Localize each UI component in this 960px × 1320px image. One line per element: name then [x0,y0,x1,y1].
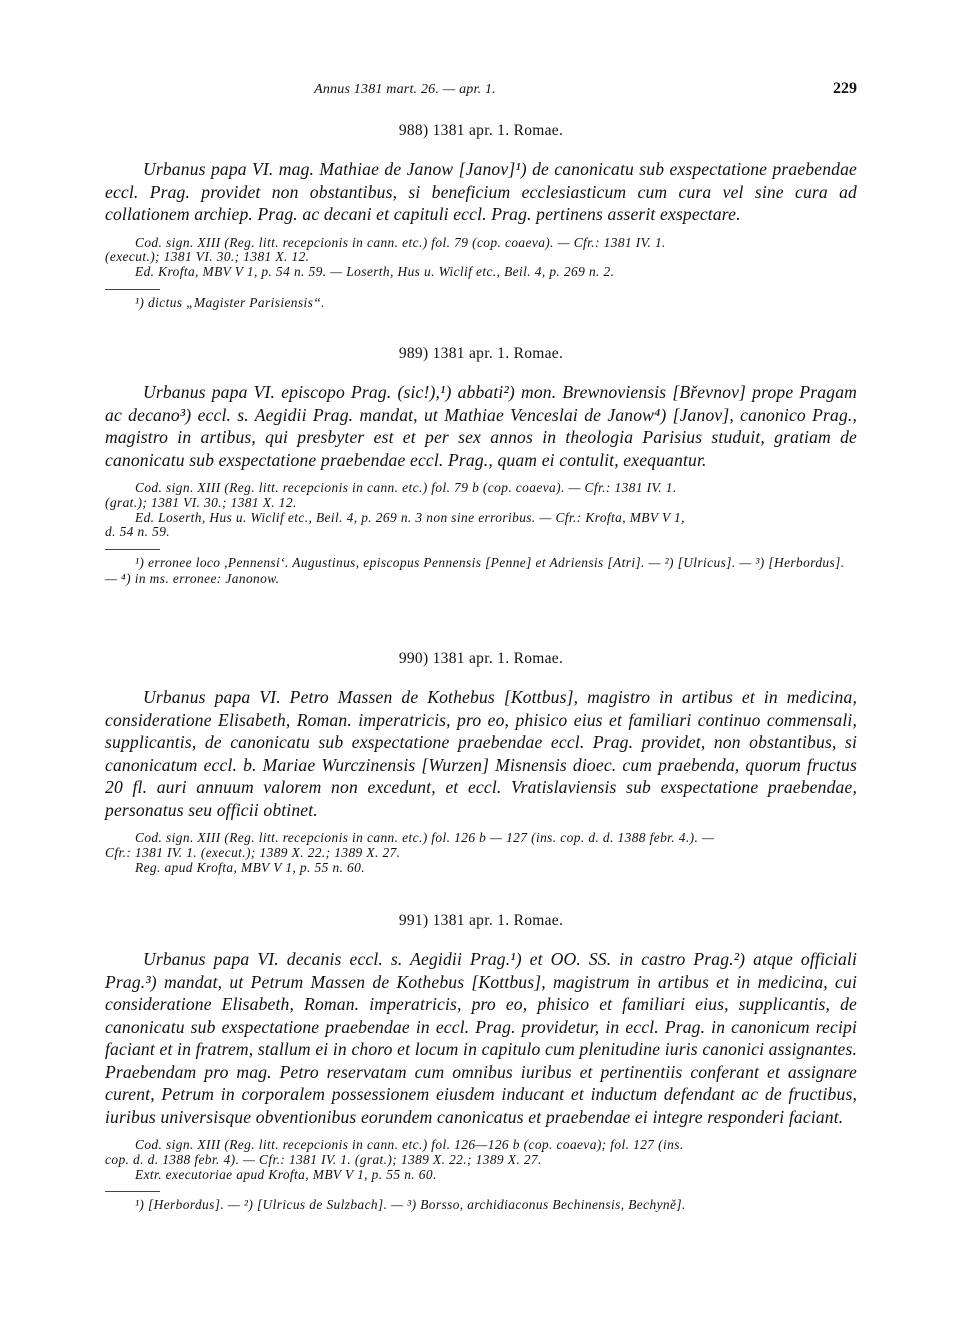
source-line: Cod. sign. XIII (Reg. litt. recepcionis in cann. etc.) fol. 126 b — 127 (ins. cop. d. d. 1388 febr. 4.). — [135,830,715,845]
regest-990 [105,650,857,875]
regest-heading: 988) 1381 apr. 1. Romae. [398,122,564,139]
regest-text: Urbanus papa VI. Petro Massen de Kothebus [Kottbus], magistro in artibus et in medicina, consideratione Elisabeth, Roman. imperatricis, pro eo, phisico eius et familiari continuo commensali, supplicantis, de canonicatu sub exspectatione praebendae eccl. Prag. providet, non obstantibus, si canonicatum eccl. b. Mariae Wurczinensis [Wurzen] Misnensis dioec. cum praebenda, quorum fructus 20 fl. auri annuum valorem non excedunt, et eccl. Vratislaviensis sub exspectatione praebendae, personatus seu officii obtinet. [105,687,857,820]
footnote-divider [105,289,160,290]
source-line: Cfr.: 1381 IV. 1. (execut.); 1389 X. 22.; 1389 X. 27. [105,844,401,860]
footnote-divider [105,1191,160,1192]
source-line: Reg. apud Krofta, MBV V 1, p. 55 n. 60. [135,859,365,875]
regest-989 [105,345,857,586]
source-line: Cod. sign. XIII (Reg. litt. recepcionis in cann. etc.) fol. 79 (cop. coaeva). — Cfr.: 1381 IV. 1. [135,234,666,250]
source-line: d. 54 n. 59. [105,524,171,540]
regest-text: Urbanus papa VI. decanis eccl. s. Aegidii Prag.¹) et OO. SS. in castro Prag.²) atque officiali Prag.³) mandat, ut Petrum Massen de Kothebus [Kottbus], magistrum in artibus et in medicina, cui consideratione Elisabeth, Roman. imperatricis, pro eo, phisico et familiari eius, supplicantis, de canonicatu sub exspectatione praebendae in eccl. Prag. providetur, in eccl. Prag. in canonicum recipi faciant et in fratrem, stallum ei in choro et locum in capitulo cum plenitudine iuris canonici assignantes. Praebendam pro mag. Petro reservatam cum omnibus iuribus et pertinentiis conferant et assignare curent, Petrum in corporalem possessionem eiusdem inducant et inductum defendant ac de fructibus, iuribus universisque obventionibus eorundem canonicatus et praebendae ei integre responderi faciant. [105,949,857,1127]
footnote-divider [105,549,160,550]
source-line: Extr. executoriae apud Krofta, MBV V 1, p. 55 n. 60. [135,1166,437,1182]
footnotes: ¹) [Herbordus]. — ²) [Ulricus de Sulzbach]. — ³) Borsso, archidiaconus Bechinensis, Bechyně]. [135,1197,686,1213]
source-line: Cod. sign. XIII (Reg. litt. recepcionis in cann. etc.) fol. 126—126 b (cop. coaeva); fol. 127 (ins. [135,1137,684,1152]
source-references [105,831,857,875]
running-title: Annus 1381 mart. 26. — apr. 1. [314,82,496,97]
regest-text: Urbanus papa VI. mag. Mathiae de Janow [Janov]¹) de canonicatu sub exspectatione praebendae eccl. Prag. providet non obstantibus, si beneficium ecclesiasticum cum cura vel sine cura ad collationem archiep. Prag. ac decani et capituli eccl. Prag. pertinens asserit exspectare. [105,159,857,224]
source-references [105,481,857,540]
source-line: Cod. sign. XIII (Reg. litt. recepcionis in cann. etc.) fol. 79 b (cop. coaeva). — Cfr.: 1381 IV. 1. [135,480,677,495]
source-line: Ed. Krofta, MBV V 1, p. 54 n. 59. — Loserth, Hus u. Wiclif etc., Beil. 4, p. 269 n. 2. [135,264,615,280]
regest-991 [105,912,857,1213]
running-head [105,80,857,102]
page-number: 229 [833,80,857,97]
source-line: (grat.); 1381 VI. 30.; 1381 X. 12. [105,494,297,510]
regest-heading: 990) 1381 apr. 1. Romae. [398,650,564,667]
source-line: Ed. Loserth, Hus u. Wiclif etc., Beil. 4, p. 269 n. 3 non sine erroribus. — Cfr.: Krofta, MBV V 1, [135,509,685,525]
source-line: (execut.); 1381 VI. 30.; 1381 X. 12. [105,249,310,265]
document-page [105,0,857,1320]
source-references [105,1138,857,1182]
source-line: cop. d. d. 1388 febr. 4). — Cfr.: 1381 IV. 1. (grat.); 1389 X. 22.; 1389 X. 27. [105,1151,542,1167]
regest-heading: 991) 1381 apr. 1. Romae. [398,912,564,929]
regest-text: Urbanus papa VI. episcopo Prag. (sic!),¹) abbati²) mon. Brewnoviensis [Břevnov] prope Pragam ac decano³) eccl. s. Aegidii Prag. mandat, ut Mathiae Venceslai de Janow⁴) [Janov], canonico Prag., magistro in artibus, qui presbyter est et per sex annos in theologia Parisius studuit, gratiam de canonicatu sub exspectatione praebendae eccl. Prag., quam ei contulit, exequantur. [105,382,857,470]
footnotes: ¹) dictus „Magister Parisiensis“. [135,294,325,310]
footnotes: ¹) erronee loco ,Pennensi‘. Augustinus, episcopus Pennensis [Penne] et Adriensis [Atri]. — ²) [Ulricus]. — ³) [Herbordus]. — ⁴) in ms. erronee: Janonow. [105,555,845,586]
source-references [105,236,857,280]
regest-988 [105,122,857,310]
regest-heading: 989) 1381 apr. 1. Romae. [398,345,564,362]
